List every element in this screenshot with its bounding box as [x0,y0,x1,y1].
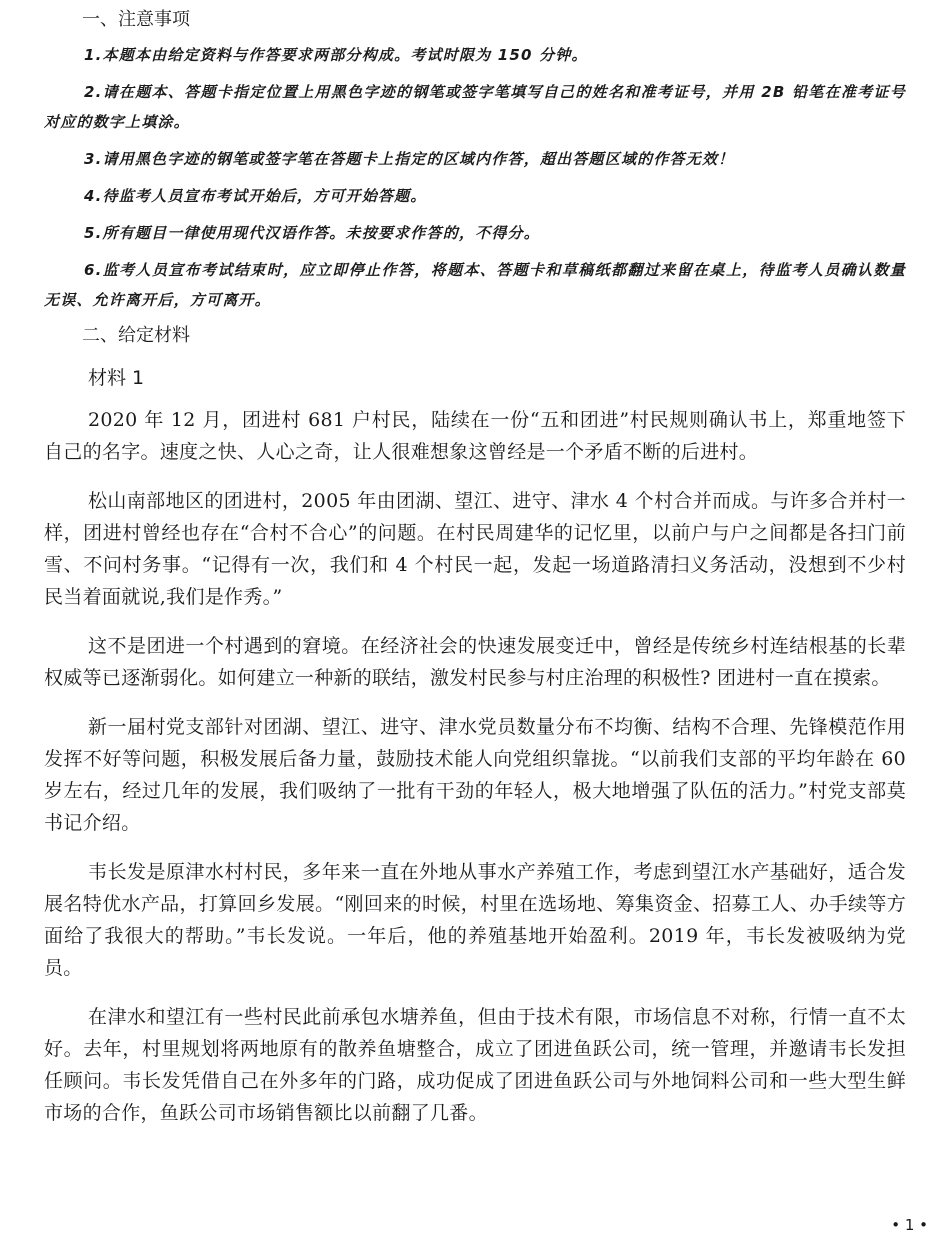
notice-item: 3.请用黑色字迹的钢笔或签字笔在答题卡上指定的区域内作答，超出答题区域的作答无效！ [84,150,735,168]
section-heading-notice: 一、注意事项 [82,9,190,30]
notice-item: 2.请在题本、答题卡指定位置上用黑色字迹的钢笔或签字笔填写自己的姓名和准考证号，并用 2B 铅笔在准考证号对应的数字上填涂。 [44,83,906,131]
material-title: 材料 1 [88,367,145,389]
notice-item: 1.本题本由给定资料与作答要求两部分构成。考试时限为 150 分钟。 [84,46,588,64]
material-paragraph: 韦长发是原津水村村民，多年来一直在外地从事水产养殖工作，考虑到望江水产基础好，适合发展名特优水产品，打算回乡发展。“刚回来的时候，村里在选场地、筹集资金、招募工人、办手续等方面给了我很大的帮助。”韦长发说。一年后，他的养殖基地开始盈利。2019 年，韦长发被吸纳为党员。 [44,861,906,979]
section-heading-materials: 二、给定材料 [82,325,190,346]
notice-item: 4.待监考人员宣布考试开始后，方可开始答题。 [84,187,427,205]
notice-list [44,40,906,322]
notice-item: 5.所有题目一律使用现代汉语作答。未按要求作答的，不得分。 [84,224,540,242]
material-paragraph: 在津水和望江有一些村民此前承包水塘养鱼，但由于技术有限，市场信息不对称，行情一直不太好。去年，村里规划将两地原有的散养鱼塘整合，成立了团进鱼跃公司，统一管理，并邀请韦长发担任顾问。韦长发凭借自己在外多年的门路，成功促成了团进鱼跃公司与外地饲料公司和一些大型生鲜市场的合作，鱼跃公司市场销售额比以前翻了几番。 [44,1006,906,1124]
material-paragraph: 松山南部地区的团进村，2005 年由团湖、望江、进守、津水 4 个村合并而成。与许多合并村一样，团进村曾经也存在“合村不合心”的问题。在村民周建华的记忆里，以前户与户之间都是各扫门前雪、不问村务事。“记得有一次，我们和 4 个村民一起，发起一场道路清扫义务活动，没想到不少村民当着面就说,我们是作秀。” [44,490,906,608]
notice-item: 6.监考人员宣布考试结束时，应立即停止作答，将题本、答题卡和草稿纸都翻过来留在桌上，待监考人员确认数量无误、允许离开后，方可离开。 [44,261,906,309]
page-number: • 1 • [891,1216,928,1234]
material-paragraph: 2020 年 12 月，团进村 681 户村民，陆续在一份“五和团进”村民规则确认书上，郑重地签下自己的名字。速度之快、人心之奇，让人很难想象这曾经是一个矛盾不断的后进村。 [44,409,906,463]
material-paragraph: 新一届村党支部针对团湖、望江、进守、津水党员数量分布不均衡、结构不合理、先锋模范作用发挥不好等问题，积极发展后备力量，鼓励技术能人向党组织靠拢。“以前我们支部的平均年龄在 60 岁左右，经过几年的发展，我们吸纳了一批有干劲的年轻人，极大地增强了队伍的活力。”村党支部莫书记介绍。 [44,716,906,834]
material-body [44,404,906,1146]
material-paragraph: 这不是团进一个村遇到的窘境。在经济社会的快速发展变迁中，曾经是传统乡村连结根基的长辈权威等已逐渐弱化。如何建立一种新的联结，激发村民参与村庄治理的积极性? 团进村一直在摸索。 [44,635,906,689]
